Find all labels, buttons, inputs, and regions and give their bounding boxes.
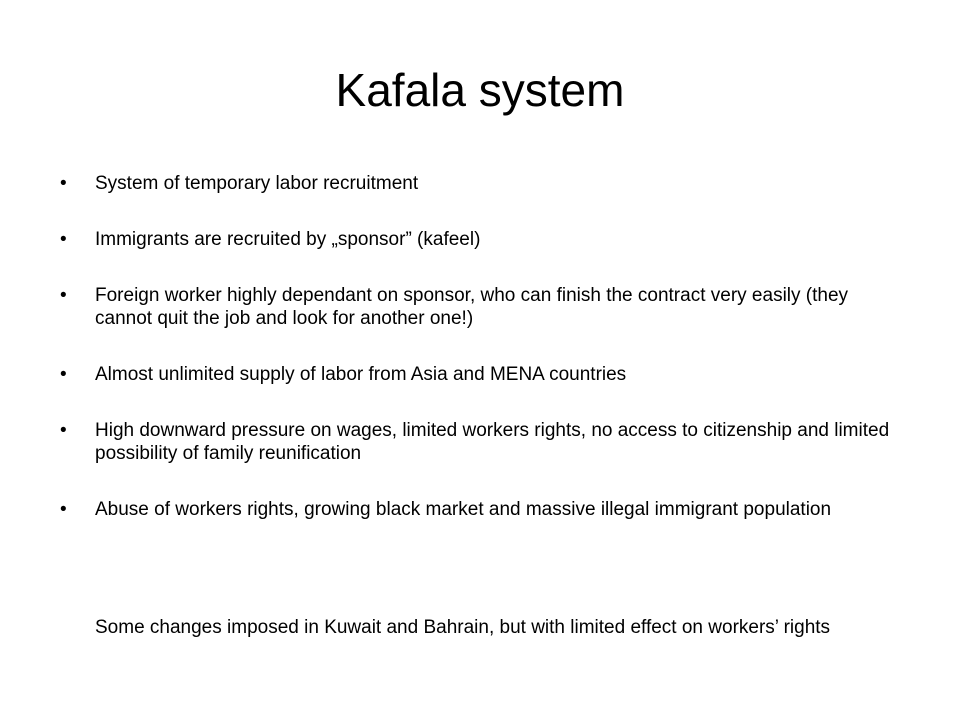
bullet-text: High downward pressure on wages, limited workers rights, no access to citizenship and limited possibility of family reunification (95, 420, 890, 464)
bullet-item (60, 228, 910, 251)
bullet-text: Abuse of workers rights, growing black market and massive illegal immigrant population (95, 499, 832, 520)
bullet-list (60, 172, 910, 554)
bullet-text: Almost unlimited supply of labor from Asia and MENA countries (95, 364, 627, 385)
bullet-dot: • (60, 499, 67, 520)
bullet-dot: • (60, 173, 67, 194)
bullet-item (60, 419, 910, 465)
slide-title: Kafala system (335, 64, 625, 116)
bullet-dot: • (60, 420, 67, 441)
bullet-dot: • (60, 229, 67, 250)
closing-note: Some changes imposed in Kuwait and Bahrain, but with limited effect on workers’ rights (95, 617, 831, 638)
bullet-item (60, 172, 910, 195)
bullet-item (60, 498, 910, 521)
bullet-text: Foreign worker highly dependant on sponsor, who can finish the contract very easily (they cannot quit the job and look for another one!) (95, 285, 849, 329)
bullet-item (60, 284, 910, 330)
bullet-dot: • (60, 364, 67, 385)
bullet-text: Immigrants are recruited by „sponsor” (kafeel) (95, 229, 481, 250)
bullet-text: System of temporary labor recruitment (95, 173, 419, 194)
bullet-item (60, 363, 910, 386)
bullet-dot: • (60, 285, 67, 306)
